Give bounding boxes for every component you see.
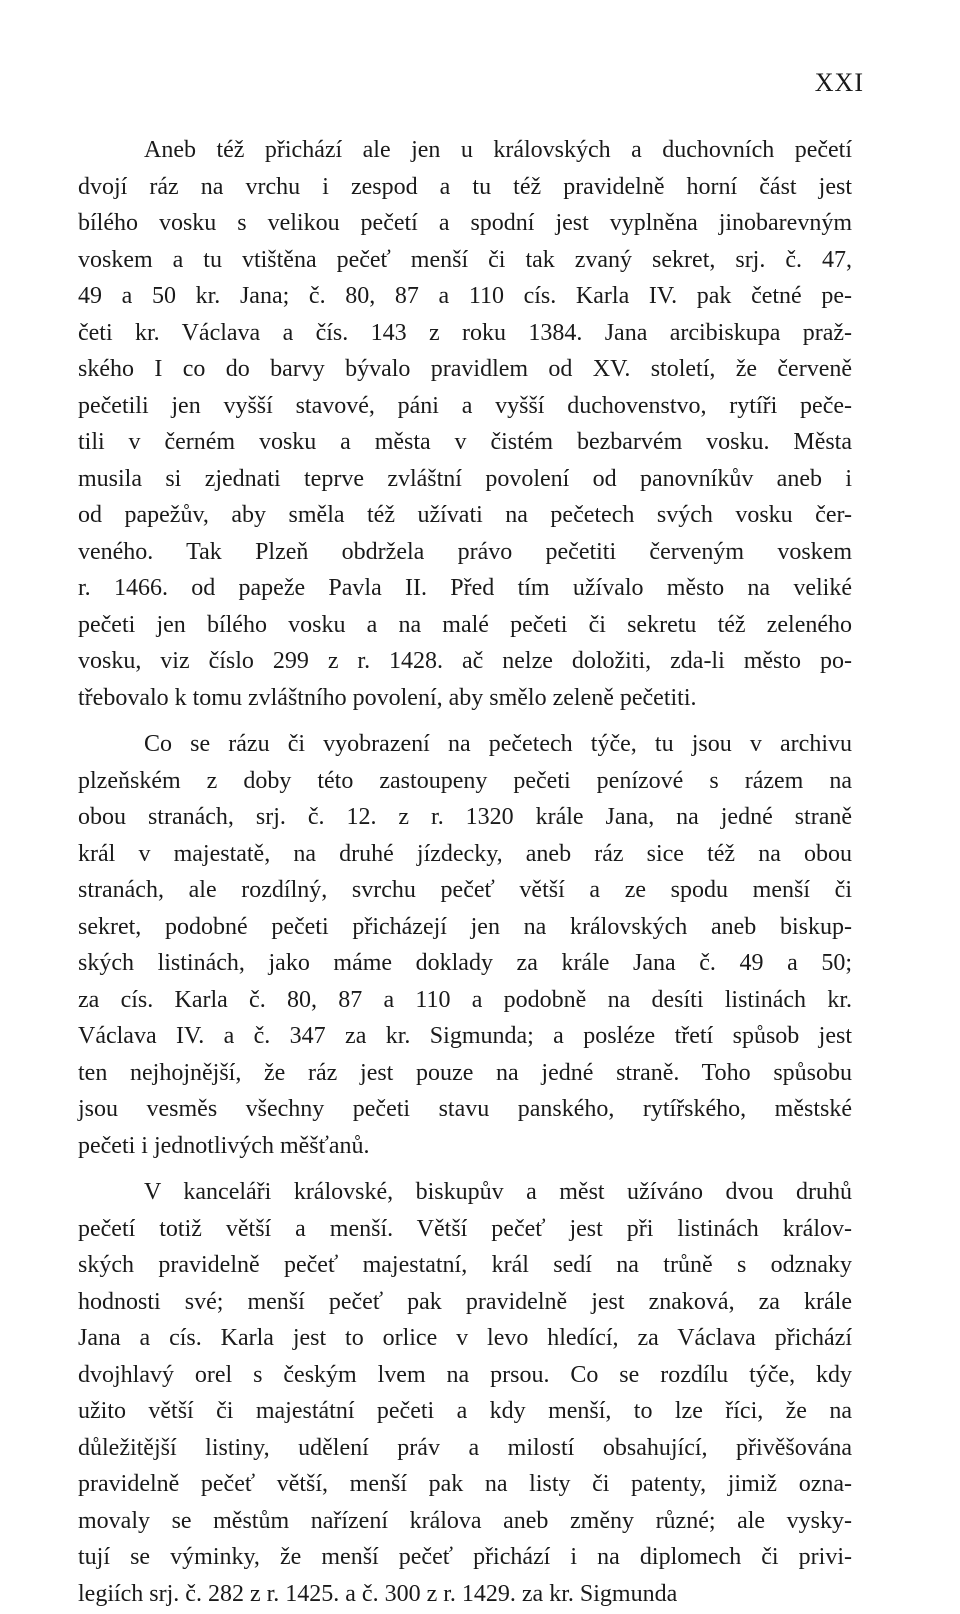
paragraph xyxy=(78,132,852,716)
text-line: plzeňském z doby této zastoupeny pečeti penízové s rázem na xyxy=(78,767,852,794)
text-line: sekret, podobné pečeti přicházejí jen na královských aneb biskup- xyxy=(78,913,852,940)
text-line: dvojí ráz na vrchu i zespod a tu též pravidelně horní část jest xyxy=(78,173,852,200)
text-line: pravidelně pečeť větší, menší pak na listy či patenty, jimiž ozna- xyxy=(78,1471,852,1497)
text-line: legiích srj. č. 282 z r. 1425. a č. 300 z r. 1429. za kr. Sigmunda xyxy=(78,1580,678,1607)
page-number: XXI xyxy=(814,68,864,97)
text-line: voskem a tu vtištěna pečeť menší či tak zvaný sekret, srj. č. 47, xyxy=(78,246,852,273)
text-line: užito větší či majestátní pečeti a kdy menší, to lze říci, že na xyxy=(78,1398,852,1424)
text-line: Aneb též přichází ale jen u královských a duchovních pečetí xyxy=(144,137,852,163)
text-line: ských listinách, jako máme doklady za krále Jana č. 49 a 50; xyxy=(78,950,852,976)
text-line: movaly se městům nařízení králova aneb změny různé; ale vysky- xyxy=(78,1507,852,1534)
text-line: pečeti i jednotlivých měšťanů. xyxy=(78,1132,370,1159)
text-line: Jana a cís. Karla jest to orlice v levo hledící, za Václava přichází xyxy=(78,1325,852,1351)
text-line: obou stranách, srj. č. 12. z r. 1320 krále Jana, na jedné straně xyxy=(78,804,852,830)
text-line: král v majestatě, na druhé jízdecky, aneb ráz sice též na obou xyxy=(78,840,852,867)
text-line: stranách, ale rozdílný, svrchu pečeť větší a ze spodu menší či xyxy=(78,877,852,903)
text-line: tují se výminky, že menší pečeť přichází i na diplomech či privi- xyxy=(78,1544,852,1570)
text-line: r. 1466. od papeže Pavla II. Před tím užívalo město na veliké xyxy=(78,575,852,601)
text-line: dvojhlavý orel s českým lvem na prsou. Co se rozdílu týče, kdy xyxy=(78,1361,852,1388)
text-line: třebovalo k tomu zvláštního povolení, aby smělo zeleně pečetiti. xyxy=(78,684,697,711)
text-line: četi kr. Václava a čís. 143 z roku 1384. Jana arcibiskupa praž- xyxy=(78,319,852,346)
text-line: vosku, viz číslo 299 z r. 1428. ač nelze doložiti, zda-li město po- xyxy=(78,648,852,674)
paragraph xyxy=(78,726,852,1164)
text-line: Co se rázu či vyobrazení na pečetech týče, tu jsou v archivu xyxy=(144,731,852,757)
text-line: za cís. Karla č. 80, 87 a 110 a podobně na desíti listinách kr. xyxy=(78,986,852,1013)
text-line: pečetí totiž větší a menší. Větší pečeť jest při listinách králov- xyxy=(78,1215,852,1242)
paragraph-gap xyxy=(78,1164,852,1174)
paragraph xyxy=(78,1174,852,1612)
text-line: ten nejhojnější, že ráz jest pouze na jedné straně. Toho spůsobu xyxy=(78,1059,852,1086)
text-line: důležitější listiny, udělení práv a milostí obsahující, přivěšována xyxy=(78,1434,852,1461)
text-line: Václava IV. a č. 347 za kr. Sigmunda; a posléze třetí spůsob jest xyxy=(78,1023,852,1049)
text-line: od papežův, aby směla též užívati na pečetech svých vosku čer- xyxy=(78,502,852,528)
paragraph-gap xyxy=(78,716,852,726)
text-line: pečetili jen vyšší stavové, páni a vyšší duchovenstvo, rytíři peče- xyxy=(78,392,852,419)
text-line: 49 a 50 kr. Jana; č. 80, 87 a 110 cís. Karla IV. pak četné pe- xyxy=(78,283,852,309)
text-line: pečeti jen bílého vosku a na malé pečeti či sekretu též zeleného xyxy=(78,611,852,638)
text-line: tili v černém vosku a města v čistém bezbarvém vosku. Města xyxy=(78,429,852,455)
text-line: veného. Tak Plzeň obdržela právo pečetiti červeným voskem xyxy=(78,538,852,565)
text-line: hodnosti své; menší pečeť pak pravidelně jest znaková, za krále xyxy=(78,1288,852,1315)
text-line: ských pravidelně pečeť majestatní, král sedí na trůně s odznaky xyxy=(78,1252,852,1278)
body-text xyxy=(78,132,852,1612)
text-line: bílého vosku s velikou pečetí a spodní jest vyplněna jinobarevným xyxy=(78,210,852,236)
text-line: V kanceláři královské, biskupův a měst užíváno dvou druhů xyxy=(144,1179,852,1205)
text-line: musila si zjednati teprve zvláštní povolení od panovníkův aneb i xyxy=(78,465,852,492)
text-line: ského I co do barvy bývalo pravidlem od XV. století, že červeně xyxy=(78,356,852,382)
text-line: jsou vesměs všechny pečeti stavu panského, rytířského, městské xyxy=(78,1096,852,1122)
